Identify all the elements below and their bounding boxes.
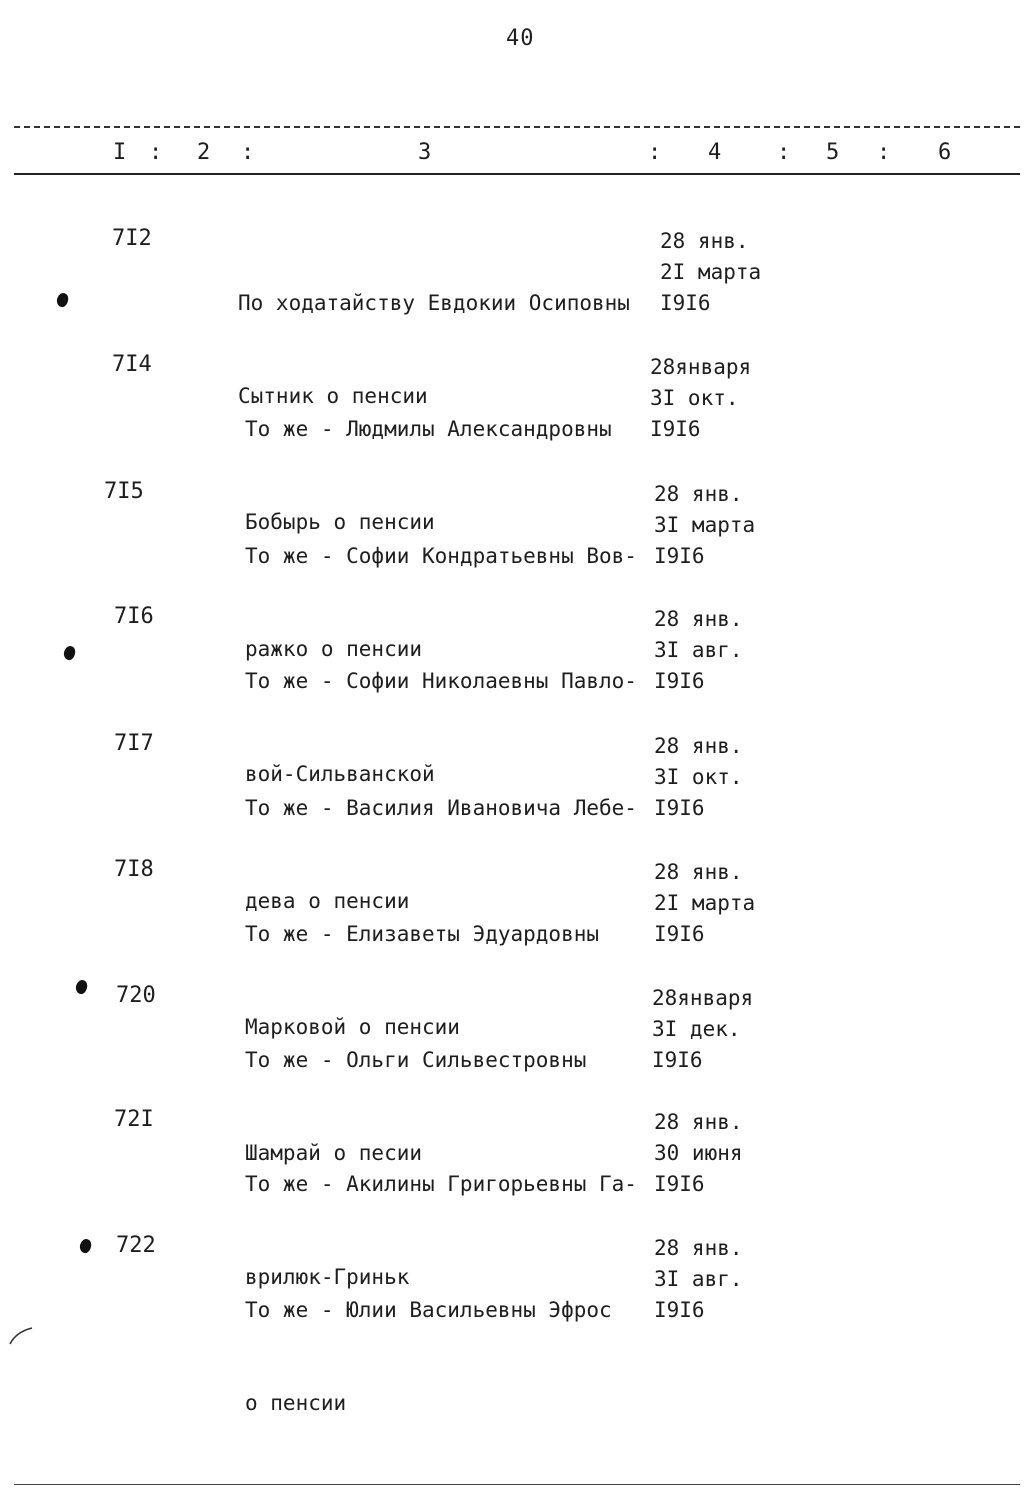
date-start: 28января	[652, 986, 754, 1010]
header-rule-top	[14, 126, 1020, 128]
table-row	[0, 1233, 1024, 1415]
description-line: То же - Акилины Григорьевны Га-	[245, 1172, 637, 1196]
description-line: Сытник о пенсии	[238, 384, 428, 408]
record-number: 7I7	[114, 731, 154, 756]
description-line: По ходатайству Евдокии Осиповны	[238, 291, 630, 315]
page-number: 40	[506, 26, 535, 51]
date-year: I9I6	[652, 1048, 703, 1072]
description-line: о пенсии	[245, 1391, 347, 1415]
record-number: 722	[116, 1233, 156, 1258]
date-year: I9I6	[654, 1298, 705, 1322]
date-start: 28 янв.	[654, 1236, 743, 1260]
record-number: 7I8	[114, 857, 154, 882]
column-separator: :	[777, 140, 791, 165]
header-rule-bottom	[14, 173, 1020, 175]
record-dates	[654, 479, 794, 572]
column-separator: :	[877, 140, 891, 165]
record-description	[245, 1233, 645, 1481]
description-line: То же - Ольги Сильвестровны	[245, 1048, 587, 1072]
record-dates	[654, 857, 794, 950]
date-year: I9I6	[654, 544, 705, 568]
description-line: То же - Василия Ивановича Лебе-	[245, 796, 637, 820]
record-number: 7I2	[112, 226, 152, 251]
record-number: 7I4	[112, 352, 152, 377]
page-bottom-rule	[14, 1484, 1020, 1485]
date-year: I9I6	[650, 417, 701, 441]
record-dates	[660, 226, 800, 319]
record-dates	[654, 604, 794, 697]
column-header-3: 3	[418, 140, 432, 165]
date-end: 3I марта	[654, 513, 756, 537]
column-header-6: 6	[938, 140, 952, 165]
record-dates	[654, 1107, 794, 1200]
description-line: То же - Людмилы Александровны	[245, 417, 612, 441]
column-header-5: 5	[826, 140, 840, 165]
date-year: I9I6	[654, 796, 705, 820]
description-line: То же - Софии Кондратьевны Вов-	[245, 544, 637, 568]
date-start: 28 янв.	[654, 482, 743, 506]
date-year: I9I6	[654, 669, 705, 693]
record-dates	[652, 983, 792, 1076]
record-number: 7I6	[114, 604, 154, 629]
description-line: Шамрай о песии	[245, 1141, 423, 1165]
description-line: ражко о пенсии	[245, 637, 423, 661]
description-line: дева о пенсии	[245, 889, 410, 913]
date-end: 2I марта	[654, 891, 756, 915]
description-line: То же - Софии Николаевны Павло-	[245, 669, 637, 693]
date-end: 3I авг.	[654, 1267, 743, 1291]
description-line: Бобырь о пенсии	[245, 510, 435, 534]
description-line: врилюк-Гриньк	[245, 1265, 410, 1289]
date-year: I9I6	[654, 1172, 705, 1196]
date-start: 28 янв.	[654, 860, 743, 884]
record-number: 72I	[114, 1107, 154, 1132]
date-start: 28 янв.	[654, 1110, 743, 1134]
date-end: 3I дек.	[652, 1017, 741, 1041]
description-line: Марковой о пенсии	[245, 1015, 460, 1039]
description-line: То же - Юлии Васильевны Эфрос	[245, 1298, 612, 1322]
column-separator: :	[241, 140, 255, 165]
date-end: 3I окт.	[654, 765, 743, 789]
column-header-4: 4	[708, 140, 722, 165]
column-header-1: I	[113, 140, 127, 165]
date-end: 3I окт.	[650, 386, 739, 410]
pencil-stroke	[6, 1318, 36, 1348]
description-line: То же - Елизаветы Эдуардовны	[245, 922, 600, 946]
column-separator: :	[648, 140, 662, 165]
date-end: 30 июня	[654, 1141, 743, 1165]
description-line: вой-Сильванской	[245, 762, 435, 786]
date-end: 3I авг.	[654, 638, 743, 662]
record-number: 720	[116, 983, 156, 1008]
record-number: 7I5	[104, 479, 144, 504]
date-year: I9I6	[654, 922, 705, 946]
record-dates	[654, 731, 794, 824]
date-end: 2I марта	[660, 260, 762, 284]
record-dates	[654, 1233, 794, 1326]
date-start: 28 янв.	[660, 229, 749, 253]
column-header-2: 2	[197, 140, 211, 165]
record-dates	[650, 352, 790, 445]
date-start: 28 янв.	[654, 607, 743, 631]
date-start: 28января	[650, 355, 752, 379]
column-separator: :	[149, 140, 163, 165]
date-start: 28 янв.	[654, 734, 743, 758]
date-year: I9I6	[660, 291, 711, 315]
